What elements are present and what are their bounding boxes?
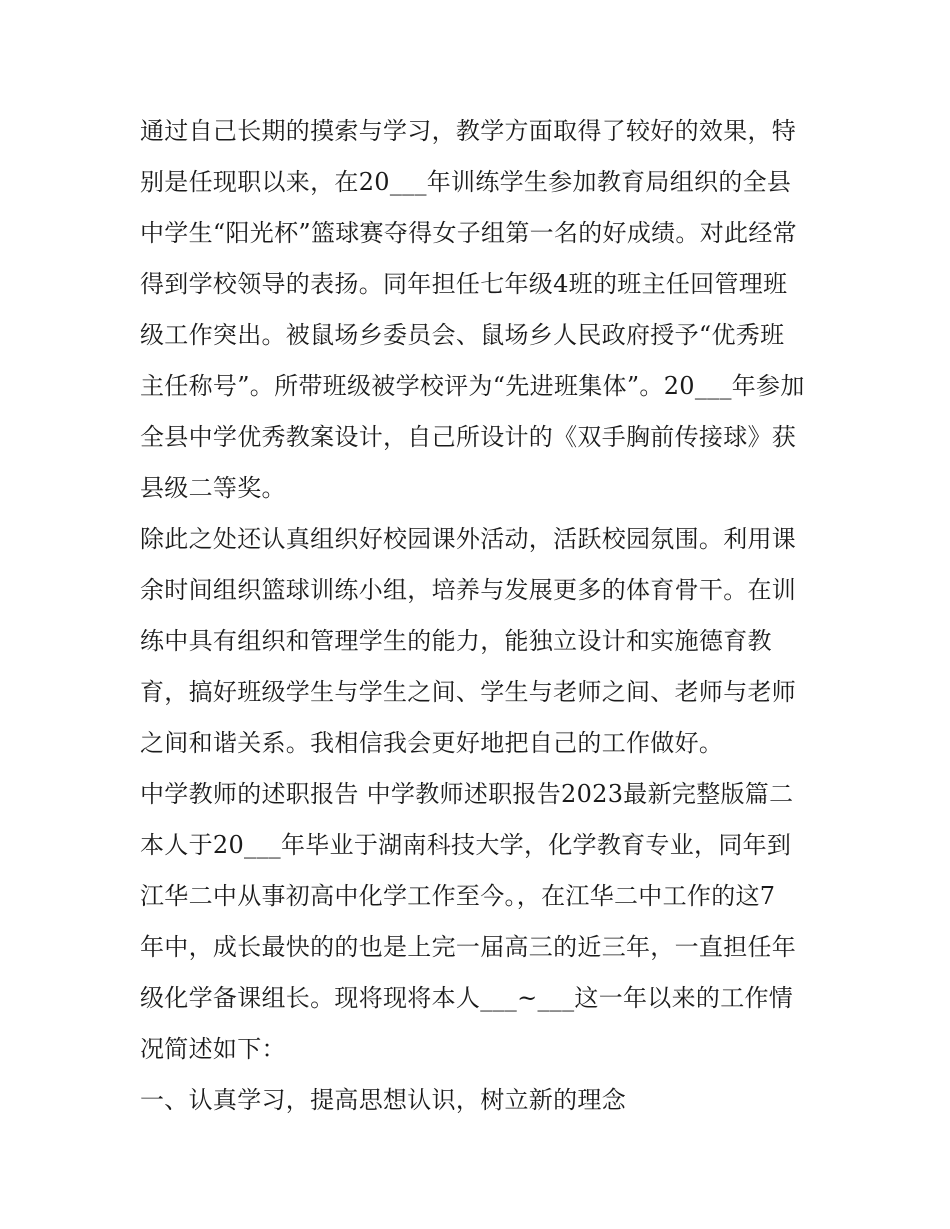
subsection-heading: 一、认真学习，提高思想认识，树立新的理念 bbox=[140, 1086, 626, 1114]
text-line: 江华二中从事初高中化学工作至今。，在江华二中工作的这7 bbox=[140, 882, 776, 910]
text-line: 县级二等奖。 bbox=[140, 474, 286, 502]
text-line: 全县中学优秀教案设计，自己所设计的《双手胸前传接球》获 bbox=[140, 423, 797, 451]
text-line: 本人于20___年毕业于湖南科技大学，化学教育专业，同年到 bbox=[140, 831, 792, 859]
text-line: 级工作突出。被鼠场乡委员会、鼠场乡人民政府授予“优秀班 bbox=[140, 321, 785, 349]
text-line: 得到学校领导的表扬。同年担任七年级4班的班主任回管理班 bbox=[140, 270, 788, 298]
text-line: 除此之处还认真组织好校园课外活动，活跃校园氛围。利用课 bbox=[140, 525, 797, 553]
section-heading: 中学教师的述职报告 中学教师述职报告2023最新完整版篇二 bbox=[140, 780, 794, 808]
text-line: 年中，成长最快的的也是上完一届高三的近三年，一直担任年 bbox=[140, 933, 797, 961]
text-line: 主任称号”。所带班级被学校评为“先进班集体”。20___年参加 bbox=[140, 372, 805, 400]
text-line: 中学生“阳光杯”篮球赛夺得女子组第一名的好成绩。对此经常 bbox=[140, 219, 797, 247]
text-line: 况简述如下： bbox=[140, 1035, 286, 1063]
document-body bbox=[140, 106, 820, 1126]
text-line: 级化学备课组长。现将现将本人___~___这一年以来的工作情 bbox=[140, 984, 794, 1012]
text-line: 余时间组织篮球训练小组，培养与发展更多的体育骨干。在训 bbox=[140, 576, 797, 604]
text-line: 练中具有组织和管理学生的能力，能独立设计和实施德育教 bbox=[140, 627, 772, 655]
text-line: 通过自己长期的摸索与学习，教学方面取得了较好的效果，特 bbox=[140, 117, 797, 145]
text-line: 别是任现职以来，在20___年训练学生参加教育局组织的全县 bbox=[140, 168, 792, 196]
text-line: 之间和谐关系。我相信我会更好地把自己的工作做好。 bbox=[140, 729, 724, 757]
text-line: 育，搞好班级学生与学生之间、学生与老师之间、老师与老师 bbox=[140, 678, 797, 706]
